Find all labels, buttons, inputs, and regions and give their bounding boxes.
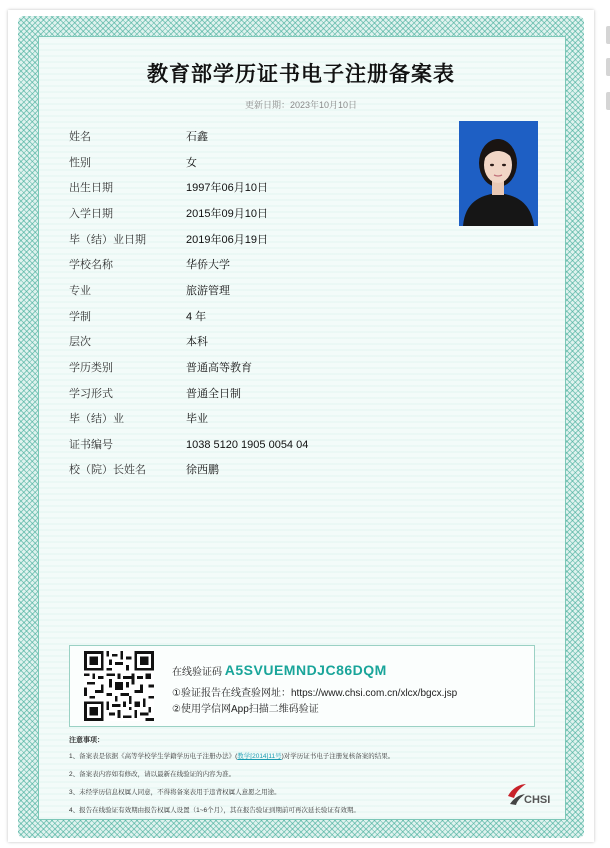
- field-label: 学校名称: [69, 259, 113, 271]
- field-label: 学制: [69, 311, 91, 323]
- note-item: [69, 751, 539, 760]
- field-row: [69, 281, 439, 301]
- field-label: 证书编号: [69, 439, 113, 451]
- field-row: [69, 307, 439, 327]
- verification-code-label: 在线验证码: [172, 667, 222, 678]
- field-row: [69, 384, 439, 404]
- field-row: [69, 127, 439, 147]
- field-row: [69, 409, 439, 429]
- field-label: 学习形式: [69, 388, 113, 400]
- verification-app-line: ②使用学信网App扫描二维码验证: [172, 704, 319, 715]
- field-row: [69, 435, 439, 455]
- note-text: )对学历证书电子注册复核备案的结果。: [281, 753, 395, 760]
- field-label: 层次: [69, 336, 91, 348]
- verification-code-line: [172, 662, 387, 678]
- field-row: [69, 255, 439, 275]
- field-value: 徐西鹏: [186, 464, 219, 476]
- field-row: [69, 178, 439, 198]
- qr-code-icon[interactable]: [84, 651, 154, 721]
- field-label: 性别: [69, 157, 91, 169]
- field-row: [69, 358, 439, 378]
- field-value: 女: [186, 157, 197, 169]
- field-label: 校（院）长姓名: [69, 464, 146, 476]
- id-photo: [459, 121, 538, 226]
- field-value: 1038 5120 1905 0054 04: [186, 439, 309, 451]
- note-item: 4、报告在线验证有效期由报告权属人设置（1~6个月），其在报告验证到期前可再次延长验证有效期。: [69, 807, 360, 814]
- regulation-link[interactable]: 教学[2014]11号: [237, 753, 282, 760]
- field-label: 毕（结）业日期: [69, 234, 146, 246]
- field-value: 4 年: [186, 311, 207, 323]
- note-item: 3、未经学历信息权属人同意，不得将备案表用于违背权属人意愿之用途。: [69, 789, 281, 796]
- update-date: 更新日期：2023年10月10日: [244, 100, 358, 110]
- side-tab[interactable]: [606, 26, 610, 44]
- field-value: 华侨大学: [186, 259, 230, 271]
- field-label: 出生日期: [69, 182, 113, 194]
- verification-url-line: ①验证报告在线查验网址：https://www.chsi.com.cn/xlcx/bgcx.jsp: [172, 688, 458, 699]
- field-value: 2015年09月10日: [186, 208, 268, 220]
- side-tab[interactable]: [606, 58, 610, 76]
- verification-code: A5SVUEMNDJC86DQM: [224, 662, 387, 678]
- chsi-logo: [506, 782, 556, 806]
- field-value: 2019年06月19日: [186, 234, 268, 246]
- verification-panel: [69, 645, 535, 727]
- field-label: 姓名: [69, 131, 91, 143]
- notes-section: [69, 735, 539, 823]
- notes-title: 注意事项：: [69, 737, 104, 744]
- field-row: [69, 204, 439, 224]
- field-value: 1997年06月10日: [186, 182, 268, 194]
- field-row: [69, 460, 439, 480]
- field-label: 专业: [69, 285, 91, 297]
- field-row: [69, 230, 439, 250]
- note-item: 2、备案表内容如有修改，请以最新在线验证的内容为准。: [69, 771, 236, 778]
- field-value: 普通全日制: [186, 388, 241, 400]
- field-value: 普通高等教育: [186, 362, 252, 374]
- field-row: [69, 153, 439, 173]
- side-tab[interactable]: [606, 92, 610, 110]
- field-row: [69, 332, 439, 352]
- field-label: 入学日期: [69, 208, 113, 220]
- field-label: 学历类别: [69, 362, 113, 374]
- field-value: 本科: [186, 336, 208, 348]
- field-value: 毕业: [186, 413, 208, 425]
- logo-text: CHSI: [524, 794, 551, 806]
- document-title: 教育部学历证书电子注册备案表: [147, 63, 455, 86]
- field-value: 旅游管理: [186, 285, 230, 297]
- note-text: 1、备案表是依据《高等学校学生学籍学历电子注册办法》(: [69, 753, 238, 760]
- field-value: 石鑫: [186, 131, 208, 143]
- field-label: 毕（结）业: [69, 413, 124, 425]
